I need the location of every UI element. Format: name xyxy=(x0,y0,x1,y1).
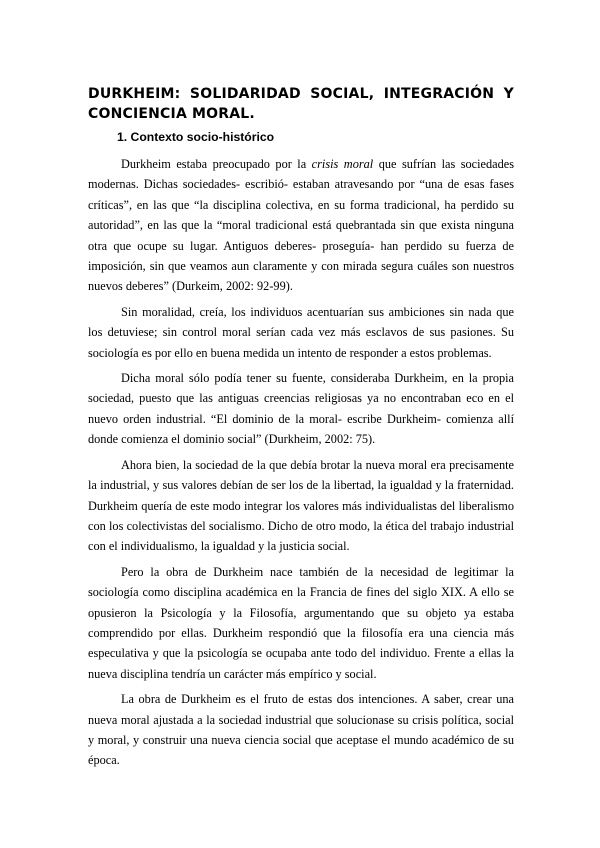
emphasis-text: crisis moral xyxy=(311,157,374,171)
paragraph-text-end: que sufrían las sociedades modernas. Dichas sociedades- escribió- estaban atravesando por “una de esas fases críticas”, en las que “la disciplina colectiva, en su forma tradicional, ha perdido su autoridad”, en las que la “moral tradicional está quebrantada sin que exista ninguna otra que ocupe su lugar. Antiguos deberes- proseguía- han perdido su fuerza de imposición, sin que veamos aun claramente y con mirada segura cuáles son nuestros nuevos deberes” (Durkeim, 2002: 92-99). xyxy=(88,157,514,294)
document-title: DURKHEIM: SOLIDARIDAD SOCIAL, INTEGRACIÓN Y CONCIENCIA MORAL. xyxy=(88,86,514,122)
paragraph: Dicha moral sólo podía tener su fuente, consideraba Durkheim, en la propia sociedad, puesto que las antiguas creencias religiosas ya no encontraban eco en el nuevo orden industrial. “El dominio de la moral- escribe Durkheim- comienza allí donde comienza el dominio social” (Durkheim, 2002: 75). xyxy=(88,371,514,447)
paragraph: Ahora bien, la sociedad de la que debía brotar la nueva moral era precisamente la industrial, y sus valores debían de ser los de la libertad, la igualdad y la fraternidad. Durkheim quería de este modo integrar los valores más individualistas del liberalismo con los colectivistas del socialismo. Dicho de otro modo, la ética del trabajo industrial con el individualismo, la igualdad y la justicia social. xyxy=(88,457,514,554)
section-heading: 1. Contexto socio-histórico xyxy=(117,130,275,144)
paragraph xyxy=(88,154,514,297)
paragraph: Sin moralidad, creía, los individuos acentuarían sus ambiciones sin nada que los detuviese; sin control moral serían cada vez más esclavos de sus pasiones. Su sociología es por ello en buena medida un intento de responder a estos problemas. xyxy=(88,304,514,360)
paragraph: La obra de Durkheim es el fruto de estas dos intenciones. A saber, crear una nueva moral ajustada a la sociedad industrial que solucionase su crisis política, social y moral, y construir una nueva ciencia social que aceptase el mundo académico de su época. xyxy=(88,692,514,768)
paragraph: Pero la obra de Durkheim nace también de la necesidad de legitimar la sociología como disciplina académica en la Francia de fines del siglo XIX. A ello se opusieron la Psicología y la Filosofía, argumentando que su objeto ya estaba comprendido por ellas. Durkheim respondió que la filosofía era una ciencia más especulativa y que la psicología se ocupaba ante todo del individuo. Frente a ellas la nueva disciplina tendría un carácter más empírico y social. xyxy=(88,564,514,681)
document-body xyxy=(88,154,514,776)
paragraph-text-start: Durkheim estaba preocupado por la xyxy=(121,157,312,171)
